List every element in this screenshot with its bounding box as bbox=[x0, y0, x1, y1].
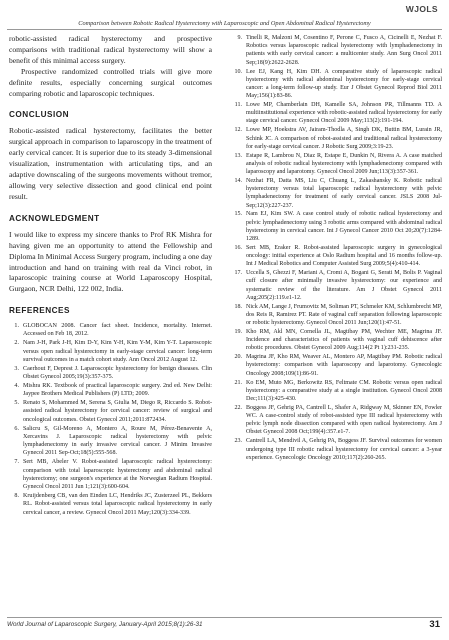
reference-number: 6. bbox=[14, 425, 19, 432]
reference-item bbox=[232, 303, 442, 328]
reference-number: 18. bbox=[234, 303, 242, 310]
intro-paragraph: Prospective randomized controlled trials will give more definite results, especially concerning surgical outcomes comparing robotic and laparoscopic techniques. bbox=[9, 66, 212, 98]
reference-text: Lee EJ, Kang H, Kim DH. A comparative study of laparoscopic radical hysterectomy with radical abdominal hysterectomy for early-stage cervical cancer: a long-term follow-up study. Eur J Obstet Gynecol Reprod Biol 2011 May;156(1):83-86. bbox=[246, 68, 442, 100]
reference-item bbox=[232, 437, 442, 462]
reference-text: Estape R, Lambrou N, Diaz R, Estape E, Dunkin N, Rivera A. A case matched analysis of robotic radical hysterectomy with lymphadenectomy compared with laparoscopy and laparotomy. Gynecol Oncol 2009 Jun;113(3):357-361. bbox=[246, 152, 442, 175]
reference-item bbox=[9, 322, 212, 339]
reference-number: 11. bbox=[234, 102, 242, 108]
reference-item bbox=[232, 328, 442, 353]
reference-text: Renato S, Mohammed M, Serena S, Giulia M, Diego R, Riccardo S. Robot-assisted radical hysterectomy for cervical cancer: review of surgical and oncological outcomes. Obstet Gynecol 2011;2011:872434. bbox=[23, 400, 212, 423]
reference-text: Uccella S, Ghezzi F, Mariani A, Cromi A, Bogani G, Serati M, Bolis P. Vaginal cuff closure after minimally invasive hysterectomy: our experience and systematic review of the literature. Am J Obstet Gynecol 2011 Aug;205(2):119.e1-12. bbox=[246, 270, 442, 301]
reference-item bbox=[232, 353, 442, 378]
reference-item bbox=[9, 339, 212, 364]
reference-text: GLOBOCAN 2008. Cancer fact sheet. Incidence, mortality. Internet. Accessed on Feb 18, 2012. bbox=[23, 323, 212, 338]
references-heading: REFERENCES bbox=[9, 306, 70, 316]
reference-number: 12. bbox=[234, 127, 242, 134]
reference-item bbox=[232, 68, 442, 101]
reference-number: 3. bbox=[14, 365, 19, 372]
reference-item bbox=[232, 34, 442, 67]
reference-item bbox=[232, 379, 442, 404]
reference-number: 21. bbox=[234, 379, 242, 386]
reference-number: 23. bbox=[234, 438, 242, 445]
reference-item bbox=[9, 492, 212, 517]
reference-text: Magrina JF, Kho RM, Weaver AL, Montero AP, Magtibay PM. Robotic radical hysterectomy: comparison with laparoscopy and laparotomy. Gynecologic Oncology 2008;109(1):86-91. bbox=[246, 354, 442, 377]
acknowledgment-heading: ACKNOWLEDGMENT bbox=[9, 213, 100, 223]
acknowledgment-text: I would like to express my sincere thanks to Prof RK Mishra for having given me an opportunity to attend the Fellowship and Diploma In Minimal Access Surgery program, including a one day introduction and hand on training with real da Vinci robot, in laparoscopic training course at World Laparoscopy Hospital, Gurgaon, NCR Delhi, 122 002, India. bbox=[9, 229, 212, 294]
intro-paragraph: robotic-assisted radical hysterectomy and prospective comparisons with traditional radical hysterectomy will show a benefit of this minimal access surgery. bbox=[9, 34, 212, 65]
reference-text: Nick AM, Lange J, Frumovitz M, Soliman PT, Schmeler KM, Schlumbrecht MP, dos Reis R, Ramirez PT. Rate of vaginal cuff separation following laparoscopic or robotic hysterectomy. Gynecol Oncol 2011 Jun;120(1):47-51. bbox=[246, 303, 442, 327]
reference-item bbox=[9, 425, 212, 458]
reference-number: 9. bbox=[237, 35, 242, 41]
page-number: 31 bbox=[429, 619, 440, 630]
reference-item bbox=[232, 210, 442, 243]
reference-text: Salicru S, Gil-Moreno A, Montero A, Roure M, Pérez-Benavente A, Xercavins J. Laparoscopic radical hysterectomy with pelvic lymphadenectomy in early invasive cervical cancer. J Minim Invasive Gynecol 2011 Sep-Oct;18(5):555-568. bbox=[23, 425, 212, 457]
reference-text: Boggess JF, Gehrig PA, Cantrell L, Shafer A, Ridgway M, Skinner EN, Fowler WC. A case-control study of robot-assisted type III radical hysterectomy with pelvic lymph node dissection compared with open radical hysterectomy. Am J Obstet Gynecol 2008 Oct;199(4):357.e1-7. bbox=[246, 404, 442, 436]
reference-text: Tinelli R, Malzoni M, Cosentino F, Perone C, Fusco A, Cicinelli E, Nezhat F. Robotics versus laparoscopic radical hysterectomy with lymphadenectomy in patients with early cervical cancer: a multicenter study. Ann Surg Oncol 2011 Sep;18(9):2622-2628. bbox=[246, 35, 442, 66]
reference-text: Ko EM, Muto MG, Berkowitz RS, Feltmate CM. Robotic versus open radical hysterectomy: a comparative study at a single institution. Gynecol Oncol 2008 Dec;111(3):425-430. bbox=[246, 379, 442, 402]
reference-text: Sert MB, Eraker R. Robot-assisted laparoscopic surgery in gynecological oncology: initial experience at Oslo Radium hospital and 16 months follow-up. Int J Medical Robotics and Computer Assisted Surg 2009;5(4):410-414. bbox=[246, 244, 442, 268]
page-footer bbox=[7, 617, 442, 631]
reference-number: 2. bbox=[14, 340, 19, 347]
left-column bbox=[9, 34, 212, 517]
reference-list bbox=[232, 34, 442, 462]
reference-item bbox=[232, 177, 442, 210]
reference-item bbox=[232, 126, 442, 151]
reference-item bbox=[9, 365, 212, 382]
reference-number: 14. bbox=[234, 177, 242, 184]
journal-abbreviation: WJOLS bbox=[405, 4, 438, 14]
reference-number: 4. bbox=[14, 383, 19, 390]
running-title: Comparison between Robotic Radical Hysterectomy with Laparoscopic and Open Abdominal Radical Hysterectomy bbox=[7, 19, 442, 30]
reference-text: Nam J-H, Park J-H, Kim D-Y, Kim Y-H, Kim Y-M, Kim Y-T. Laparoscopic versus open radical hysterectomy in early-stage cervical cancer: long-term survival outcomes in a match cohort study. Ann Oncol 2012 August 12. bbox=[23, 340, 212, 363]
reference-list bbox=[9, 322, 212, 517]
reference-number: 8. bbox=[14, 493, 19, 500]
reference-text: Nam EJ, Kim SW. A case control study of robotic radical hysterectomy and pelvic lymphadenectomy using 3 robotic arms compared with abdominal radical hysterectomy in cervical cancer. Int J Gynecol Cancer 2010 Oct 20;20(7):1284-1289. bbox=[246, 211, 442, 242]
reference-number: 17. bbox=[234, 270, 242, 277]
reference-item bbox=[232, 152, 442, 177]
conclusion-heading: CONCLUSION bbox=[9, 110, 70, 120]
reference-item bbox=[232, 269, 442, 302]
reference-item bbox=[9, 458, 212, 491]
reference-item bbox=[232, 101, 442, 126]
reference-number: 15. bbox=[234, 211, 242, 218]
reference-item bbox=[232, 404, 442, 437]
reference-text: Sert MB, Abeler V. Robot-assisted laparoscopic radical hysterectomy: comparison with total laparoscopic hysterectomy and abdominal radical hysterectomy; one surgeon's experience at the Norwegian Radium Hospital. Gynecol Oncol 2011 Jun 1;121(3):600-604. bbox=[23, 459, 212, 491]
reference-text: Mishra RK. Textbook of practical laparoscopic surgery. 2nd ed. New Delhi: Jaypee Brothers Medical Publishers (P) LTD; 2009. bbox=[23, 383, 212, 398]
reference-text: Caerhout F, Deprest J. Laparoscopic hysterectomy for benign diseases. Clin Obstet Gynecol 2005;19(3):357-375. bbox=[23, 365, 212, 381]
reference-text: Lowe MP, Hoekstra AV, Jairam-Thodla A, Singh DK, Buttin BM, Lurain JR, Schink JC. A comparison of robot-assisted and traditional radical hysterectomy for early-stage cervical cancer. J Robotic Surg 2009;3:19-23. bbox=[246, 127, 442, 150]
reference-item bbox=[232, 244, 442, 269]
reference-text: Nezhat FR, Datta MS, Liu C, Chuang L, Zakashansky K. Robotic radical hysterectomy versus total laparoscopic radical hysterectomy with pelvic lymphadenectomy for treatment of early cervical cancer. JSLS 2008 Jul-Sep;12(3):227-237. bbox=[246, 177, 442, 209]
reference-number: 13. bbox=[234, 152, 242, 159]
reference-number: 22. bbox=[234, 404, 242, 411]
right-column bbox=[232, 34, 442, 463]
reference-number: 16. bbox=[234, 244, 242, 251]
reference-number: 19. bbox=[234, 328, 242, 335]
reference-number: 20. bbox=[234, 354, 242, 361]
conclusion-text: Robotic-assisted radical hysterectomy, facilitates the better surgical approach in comparison to laparoscopy in the treatment of early cervical cancer. It is superior due to its steady 3-dimensional visualization, instrumentation with articulating tips, and an adaptive downscaling of the surgeons movements without tremor, allowing very selective dissection and good clinical end point result. bbox=[9, 126, 212, 201]
reference-number: 7. bbox=[14, 459, 19, 466]
reference-text: Kho RM, Akl MN, Cornella JL, Magtibay PM, Wechter ME, Magrina JF. Incidence and characteristics of patients with vaginal cuff dehiscence after robotic procedures. Obstet Gynecol 2009 Aug;114(2 Pt 1):231-235. bbox=[246, 328, 442, 352]
reference-item bbox=[9, 382, 212, 399]
reference-text: Cantrell LA, Mendivil A, Gehrig PA, Boggess JF. Survival outcomes for women undergoing type III robotic radical hysterectomy for cervical cancer: a 3-year experience. Gynecologic Oncology 2010;117(2):260-265. bbox=[246, 438, 442, 461]
reference-number: 1. bbox=[14, 323, 19, 330]
footer-journal-citation: World Journal of Laparoscopic Surgery, January-April 2015;8(1):26-31 bbox=[7, 621, 203, 628]
reference-text: Lowe MP, Chamberlain DH, Kamelle SA, Johnson PR, Tillmanns TD. A multiinstitutional experience with robotic-assisted radical hysterectomy for early stage cervical cancer. Gynecol Oncol 2009 May;113(2):191-194. bbox=[246, 102, 442, 125]
reference-number: 5. bbox=[14, 400, 19, 407]
reference-item bbox=[9, 399, 212, 424]
reference-text: Kruijdenberg CB, van den Einden LC, Hendriks JC, Zusterzeel PL, Bekkers RL. Robot-assisted versus total laparoscopic radical hysterectomy in early cervical cancer, a review. Gynecol Oncol 2011 May;120(3):334-339. bbox=[23, 493, 212, 516]
reference-number: 10. bbox=[234, 68, 242, 75]
